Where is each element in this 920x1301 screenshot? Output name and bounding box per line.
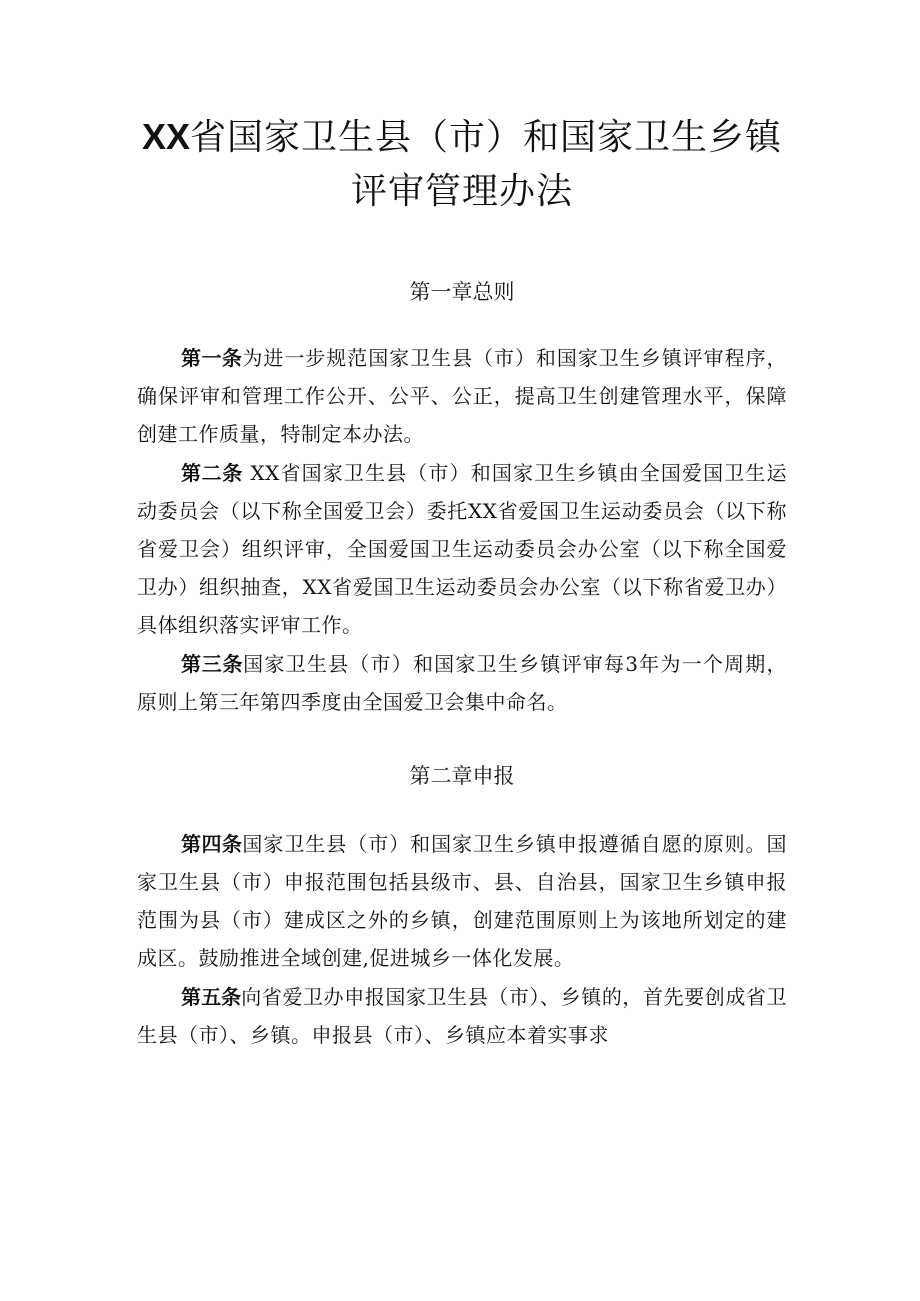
chapter-application	[137, 761, 787, 1054]
article-text: XX省国家卫生县（市）和国家卫生乡镇由全国爱国卫生运动委员会（以下称全国爱卫会）委托XX省爱国卫生运动委员会（以下称省爱卫会）组织评审，全国爱国卫生运动委员会办公室（以下称全国爱卫办）组织抽查，XX省爱国卫生运动委员会办公室（以下称省爱卫办）具体组织落实评审工作。	[137, 461, 788, 637]
article-text: 国家卫生县（市）和国家卫生乡镇申报遵循自愿的原则。国家卫生县（市）申报范围包括县级市、县、自治县，国家卫生乡镇申报范围为县（市）建成区之外的乡镇，创建范围原则上为该地所划定的建成区。鼓励推进全域创建,促进城乡一体化发展。	[137, 832, 788, 970]
chapter-general	[137, 277, 787, 721]
title-text: 省国家卫生县（市）和国家卫生乡镇评审管理办法	[190, 117, 783, 212]
chapter-heading-application: 第二章申报	[409, 764, 515, 788]
article-label: 第一条	[181, 346, 243, 370]
article-1	[137, 339, 787, 453]
article-text: 向省爱卫办申报国家卫生县（市）、乡镇的，首先要创成省卫生县（市）、乡镇。申报县（市）、乡镇应本着实事求	[137, 985, 788, 1047]
article-label: 第五条	[181, 985, 242, 1009]
article-3	[137, 645, 787, 721]
article-label: 第二条	[181, 461, 243, 485]
chapter-heading-general: 第一章总则	[409, 280, 515, 304]
document-title	[137, 110, 787, 219]
article-text: 为进一步规范国家卫生县（市）和国家卫生乡镇评审程序，确保评审和管理工作公开、公平、公正，提高卫生创建管理水平，保障创建工作质量，特制定本办法。	[137, 346, 788, 446]
article-4	[137, 825, 787, 977]
title-province-prefix: XX	[141, 116, 190, 157]
article-label: 第三条	[181, 652, 244, 676]
article-2	[137, 454, 787, 644]
article-label: 第四条	[181, 832, 243, 856]
article-text: 国家卫生县（市）和国家卫生乡镇评审每3年为一个周期，原则上第三年第四季度由全国爱卫会集中命名。	[137, 652, 787, 714]
article-5	[137, 978, 787, 1054]
